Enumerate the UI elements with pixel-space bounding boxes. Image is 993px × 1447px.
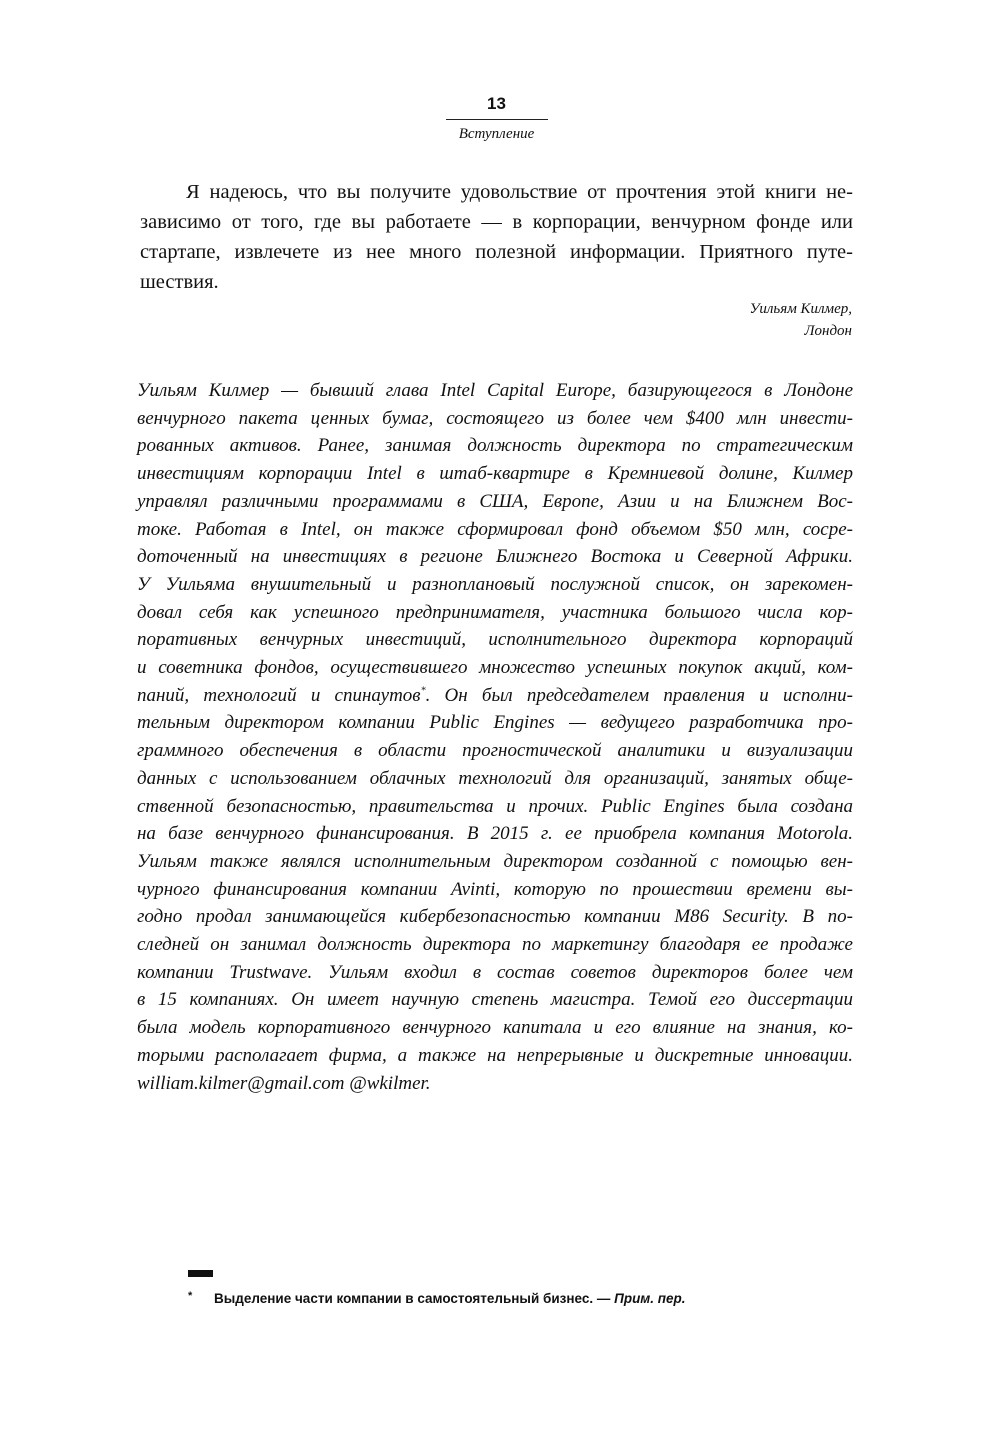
bio-line: ственной безопасностью, правительства и прочих. Public Engines была создана [137, 795, 853, 817]
footnote-text-wrap [214, 1289, 686, 1309]
bio-line: годно продал занимающейся кибербезопасностью компании M86 Security. В по- [137, 906, 853, 928]
bio-line: У Уильяма внушительный и разноплановый послужной список, он зарекомен- [137, 573, 853, 595]
signature-name: Уильям Килмер, [749, 301, 852, 317]
bio-line: доточенный на инвестициях в регионе Ближнего Востока и Северной Африки. [137, 546, 853, 568]
bio-line: в 15 компаниях. Он имеет научную степень магистра. Темой его диссертации [137, 989, 853, 1011]
running-section-title: Вступление [458, 126, 535, 142]
intro-line: шествия. [140, 271, 219, 293]
bio-line: Уильям Килмер — бывший глава Intel Capital Europe, базирующегося в Лондоне [137, 380, 853, 401]
author-signature [749, 298, 852, 342]
bio-contact-line: william.kilmer@gmail.com @wkilmer. [137, 1072, 431, 1094]
bio-line: довал себя как успешного предпринимателя, участника большого числа кор- [137, 601, 853, 623]
intro-line: Я надеюсь, что вы получите удовольствие от прочтения этой книги не- [186, 181, 853, 203]
bio-line: граммного обеспечения в области прогностической аналитики и визуализации [137, 740, 853, 762]
bio-line: управлял различными программами в США, Европе, Азии и на Ближнем Вос- [137, 490, 853, 512]
footnote-reference[interactable]: * [420, 685, 426, 697]
author-bio [137, 377, 853, 1097]
bio-line: компании Trustwave. Уильям входил в состав советов директоров более чем [137, 961, 853, 983]
signature-city: Лондон [804, 323, 852, 339]
bio-line: торыми располагает фирма, а также на непрерывные и дискретные инновации. [137, 1044, 853, 1066]
footnote-text: Выделение части компании в самостоятельный бизнес. — [214, 1291, 615, 1306]
bio-line: инвестициям корпорации Intel в штаб-квартире в Кремниевой долине, Килмер [137, 463, 853, 485]
page-header [0, 92, 993, 144]
bio-line: поративных венчурных инвестиций, исполнительного директора корпораций [137, 629, 853, 651]
bio-line: венчурного пакета ценных бумаг, состоящего из более чем $400 млн инвести- [137, 407, 853, 429]
page-number: 13 [487, 94, 506, 113]
intro-line: стартапе, извлечете из нее много полезной информации. Приятного путе- [140, 241, 853, 263]
bio-line-with-footnote [137, 682, 853, 710]
bio-line-tail: . Он был председателем правления и исполни- [425, 684, 854, 706]
bio-line: данных с использованием облачных технологий для организаций, занятых обще- [137, 767, 853, 789]
translator-note-label: Прим. пер. [614, 1291, 686, 1306]
bio-line: рованных активов. Ранее, занимая должность директора по стратегическим [137, 435, 853, 457]
footnote-marker: * [188, 1290, 193, 1302]
bio-line: и советника фондов, осуществившего множество успешных покупок акций, ком- [137, 657, 853, 679]
bio-line: на базе венчурного финансирования. В 2015 г. ее приобрела компания Motorola. [137, 823, 853, 845]
bio-line: следней он занимал должность директора по маркетингу благодаря ее продаже [137, 934, 853, 956]
footnote-separator [188, 1270, 213, 1277]
bio-line: Уильям также являлся исполнительным директором созданной с помощью вен- [137, 850, 853, 872]
bio-line-head: паний, технологий и спинаутов [137, 684, 421, 706]
header-divider [446, 119, 548, 120]
intro-line: зависимо от того, где вы работаете — в корпорации, венчурном фонде или [140, 211, 853, 233]
bio-line: тельным директором компании Public Engines — ведущего разработчика про- [137, 712, 853, 734]
bio-line: была модель корпоративного венчурного капитала и его влияние на знания, ко- [137, 1017, 853, 1039]
bio-line: чурного финансирования компании Avinti, которую по прошествии времени вы- [137, 878, 853, 900]
intro-paragraph [140, 177, 853, 297]
bio-line: токе. Работая в Intel, он также сформировал фонд объемом $50 млн, сосре- [137, 518, 853, 540]
